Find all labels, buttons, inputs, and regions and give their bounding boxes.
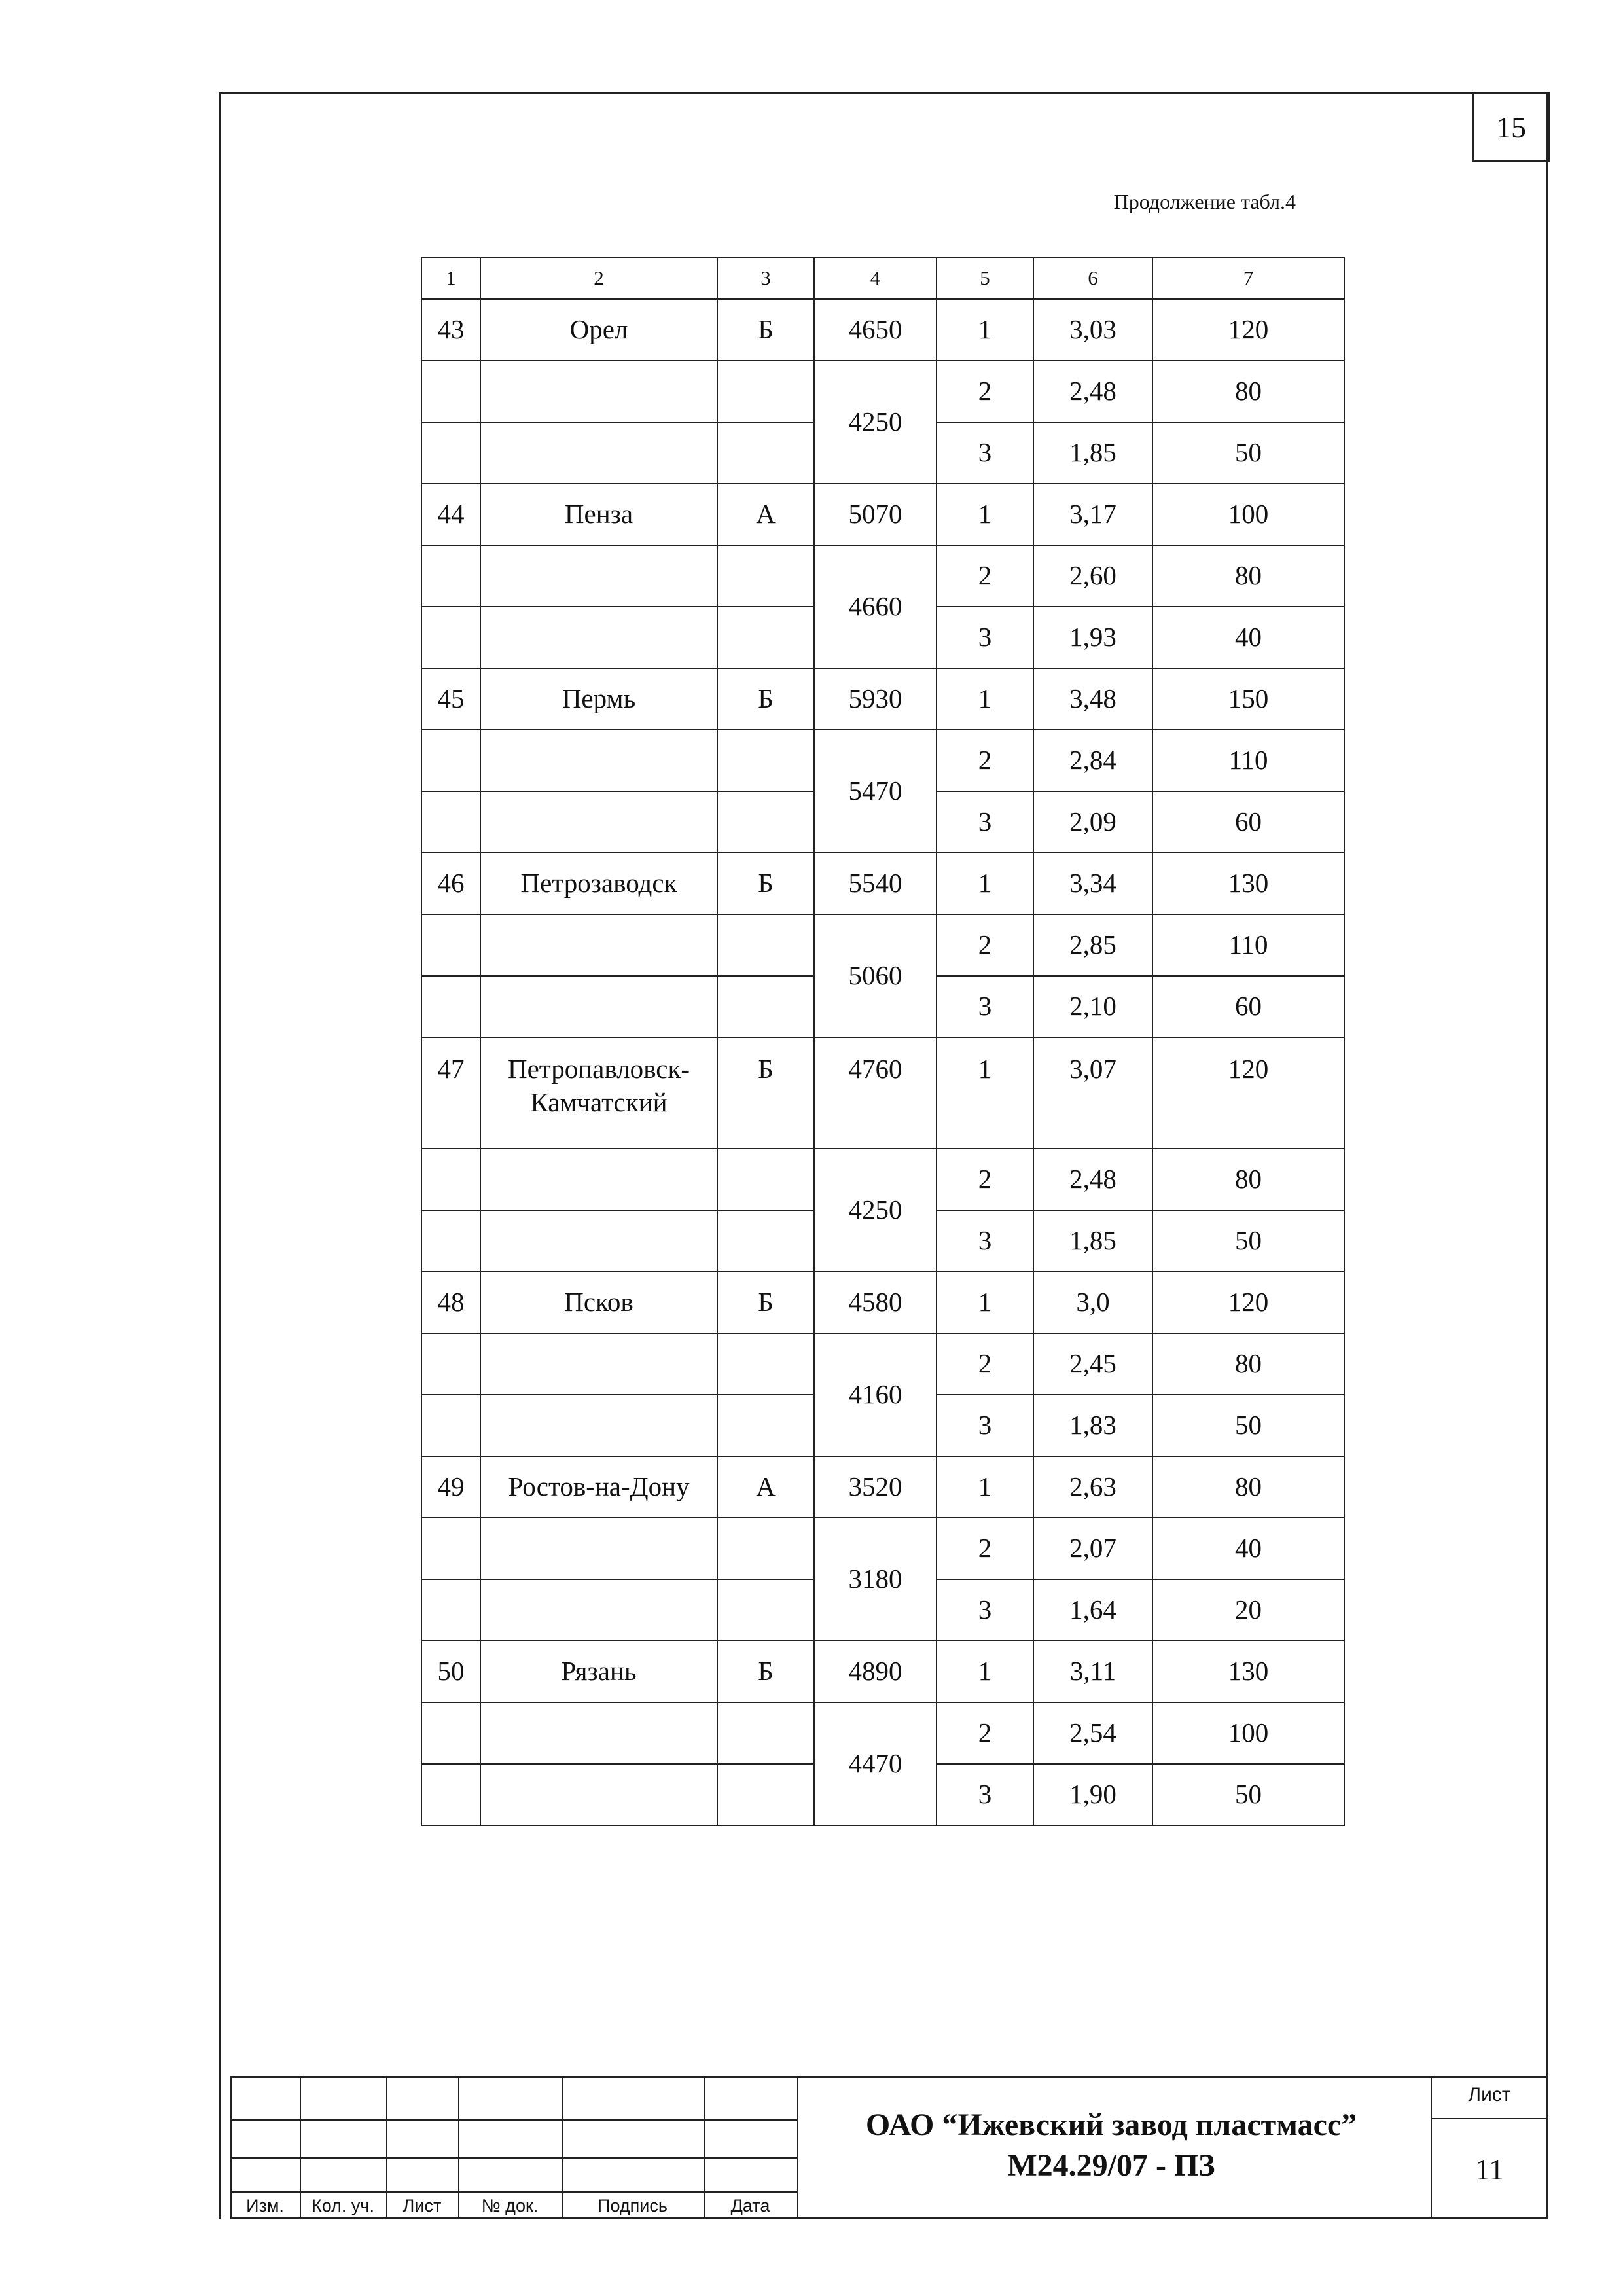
index-cell: 2	[936, 914, 1033, 976]
amount-cell: 120	[1152, 1037, 1344, 1149]
index-cell: 3	[936, 1579, 1033, 1641]
empty-cell	[421, 1702, 480, 1764]
table-row	[421, 1333, 1344, 1395]
empty-cell	[421, 361, 480, 422]
empty-cell	[480, 607, 717, 668]
empty-cell	[480, 791, 717, 853]
coefficient-cell: 2,10	[1033, 976, 1152, 1037]
amount-cell: 80	[1152, 1456, 1344, 1518]
table-header-row	[421, 257, 1344, 299]
coefficient-cell: 2,07	[1033, 1518, 1152, 1579]
index-cell: 1	[936, 1641, 1033, 1702]
city-name-cell: Псков	[480, 1272, 717, 1333]
empty-cell	[421, 1764, 480, 1825]
empty-cell	[717, 1579, 814, 1641]
stamp-label-doc-no: № док.	[481, 2196, 539, 2215]
empty-cell	[480, 1333, 717, 1395]
value-cell: 4250	[814, 361, 936, 484]
coefficient-cell: 2,54	[1033, 1702, 1152, 1764]
amount-cell: 120	[1152, 299, 1344, 361]
empty-cell	[421, 914, 480, 976]
row-number-cell: 44	[421, 484, 480, 545]
stamp-label-date: Дата	[730, 2196, 770, 2215]
city-name-cell: Орел	[480, 299, 717, 361]
index-cell: 2	[936, 361, 1033, 422]
table-row	[421, 1037, 1344, 1149]
zone-cell: Б	[717, 668, 814, 730]
coefficient-cell: 2,84	[1033, 730, 1152, 791]
empty-cell	[421, 422, 480, 484]
amount-cell: 100	[1152, 484, 1344, 545]
coefficient-cell: 2,63	[1033, 1456, 1152, 1518]
amount-cell: 130	[1152, 1641, 1344, 1702]
empty-cell	[421, 730, 480, 791]
coefficient-cell: 3,0	[1033, 1272, 1152, 1333]
amount-cell: 60	[1152, 791, 1344, 853]
zone-cell: А	[717, 484, 814, 545]
amount-cell: 50	[1152, 1210, 1344, 1272]
zone-cell: Б	[717, 1272, 814, 1333]
value-cell: 4470	[814, 1702, 936, 1825]
empty-cell	[421, 791, 480, 853]
table-row	[421, 1702, 1344, 1764]
empty-cell	[480, 1210, 717, 1272]
document-code: М24.29/07 - ПЗ	[1007, 2148, 1215, 2183]
empty-cell	[480, 422, 717, 484]
zone-cell: Б	[717, 853, 814, 914]
zone-cell: Б	[717, 1037, 814, 1149]
value-cell: 4250	[814, 1149, 936, 1272]
coefficient-cell: 1,85	[1033, 422, 1152, 484]
stamp-label-list: Лист	[402, 2196, 442, 2215]
coefficient-cell: 3,07	[1033, 1037, 1152, 1149]
table-row	[421, 853, 1344, 914]
empty-cell	[717, 730, 814, 791]
coefficient-cell: 2,48	[1033, 361, 1152, 422]
empty-cell	[717, 914, 814, 976]
coefficient-cell: 3,48	[1033, 668, 1152, 730]
zone-cell: А	[717, 1456, 814, 1518]
city-name-cell: Ростов-на-Дону	[480, 1456, 717, 1518]
amount-cell: 50	[1152, 1395, 1344, 1456]
index-cell: 1	[936, 853, 1033, 914]
stamp-row-line	[230, 2157, 797, 2159]
amount-cell: 110	[1152, 914, 1344, 976]
empty-cell	[421, 1518, 480, 1579]
row-number-cell: 48	[421, 1272, 480, 1333]
index-cell: 1	[936, 299, 1033, 361]
empty-cell	[480, 1518, 717, 1579]
empty-cell	[421, 1395, 480, 1456]
stamp-label-kol-uch: Кол. уч.	[312, 2196, 374, 2215]
empty-cell	[717, 545, 814, 607]
index-cell: 3	[936, 607, 1033, 668]
amount-cell: 110	[1152, 730, 1344, 791]
empty-cell	[480, 1702, 717, 1764]
amount-cell: 80	[1152, 1149, 1344, 1210]
value-cell: 4580	[814, 1272, 936, 1333]
header-cell: 6	[1033, 257, 1152, 299]
city-name-cell: Петрозаводск	[480, 853, 717, 914]
value-cell: 4760	[814, 1037, 936, 1149]
index-cell: 2	[936, 1333, 1033, 1395]
amount-cell: 80	[1152, 545, 1344, 607]
value-cell: 3520	[814, 1456, 936, 1518]
empty-cell	[717, 607, 814, 668]
row-number-cell: 46	[421, 853, 480, 914]
empty-cell	[717, 1210, 814, 1272]
index-cell: 3	[936, 422, 1033, 484]
coefficient-cell: 1,93	[1033, 607, 1152, 668]
coefficient-cell: 2,45	[1033, 1333, 1152, 1395]
zone-cell: Б	[717, 1641, 814, 1702]
data-table	[421, 257, 1345, 1826]
table-row	[421, 1518, 1344, 1579]
value-cell: 4660	[814, 545, 936, 668]
empty-cell	[480, 1149, 717, 1210]
amount-cell: 80	[1152, 1333, 1344, 1395]
city-name-line: Камчатский	[530, 1087, 668, 1118]
value-cell: 5470	[814, 730, 936, 853]
empty-cell	[717, 1518, 814, 1579]
empty-cell	[717, 1333, 814, 1395]
header-cell: 4	[814, 257, 936, 299]
index-cell: 2	[936, 1702, 1033, 1764]
table-row	[421, 1641, 1344, 1702]
coefficient-cell: 3,34	[1033, 853, 1152, 914]
empty-cell	[421, 1579, 480, 1641]
empty-cell	[717, 1702, 814, 1764]
city-name-cell: Пермь	[480, 668, 717, 730]
coefficient-cell: 1,85	[1033, 1210, 1152, 1272]
coefficient-cell: 1,90	[1033, 1764, 1152, 1825]
table-row	[421, 668, 1344, 730]
city-name-cell: Пенза	[480, 484, 717, 545]
table-row	[421, 299, 1344, 361]
amount-cell: 50	[1152, 1764, 1344, 1825]
table-caption: Продолжение табл.4	[1113, 190, 1296, 213]
coefficient-cell: 3,17	[1033, 484, 1152, 545]
stamp-label-izm: Изм.	[246, 2196, 284, 2215]
header-cell: 5	[936, 257, 1033, 299]
sheet-label: Лист	[1468, 2084, 1511, 2106]
empty-cell	[717, 1395, 814, 1456]
value-cell: 4160	[814, 1333, 936, 1456]
index-cell: 1	[936, 1272, 1033, 1333]
empty-cell	[480, 1579, 717, 1641]
empty-cell	[421, 976, 480, 1037]
index-cell: 2	[936, 1149, 1033, 1210]
coefficient-cell: 1,64	[1033, 1579, 1152, 1641]
coefficient-cell: 2,60	[1033, 545, 1152, 607]
empty-cell	[717, 422, 814, 484]
table-row	[421, 484, 1344, 545]
table-row	[421, 361, 1344, 422]
city-name-cell	[480, 1037, 717, 1149]
amount-cell: 40	[1152, 607, 1344, 668]
index-cell: 1	[936, 484, 1033, 545]
index-cell: 3	[936, 1395, 1033, 1456]
index-cell: 2	[936, 1518, 1033, 1579]
row-number-cell: 49	[421, 1456, 480, 1518]
empty-cell	[421, 545, 480, 607]
index-cell: 1	[936, 668, 1033, 730]
stamp-row-line	[1431, 2118, 1548, 2119]
empty-cell	[421, 1333, 480, 1395]
organization-title	[797, 2105, 1425, 2186]
amount-cell: 120	[1152, 1272, 1344, 1333]
row-number-cell: 45	[421, 668, 480, 730]
value-cell: 5930	[814, 668, 936, 730]
zone-cell: Б	[717, 299, 814, 361]
value-cell: 5070	[814, 484, 936, 545]
table-row	[421, 545, 1344, 607]
table-body	[421, 257, 1344, 1825]
sheet-number: 11	[1474, 2153, 1505, 2186]
amount-cell: 80	[1152, 361, 1344, 422]
coefficient-cell: 2,48	[1033, 1149, 1152, 1210]
coefficient-cell: 3,03	[1033, 299, 1152, 361]
empty-cell	[480, 1764, 717, 1825]
header-cell: 7	[1152, 257, 1344, 299]
index-cell: 2	[936, 545, 1033, 607]
value-cell: 5540	[814, 853, 936, 914]
index-cell: 3	[936, 1764, 1033, 1825]
empty-cell	[480, 976, 717, 1037]
value-cell: 4650	[814, 299, 936, 361]
empty-cell	[480, 730, 717, 791]
header-cell: 3	[717, 257, 814, 299]
index-cell: 3	[936, 976, 1033, 1037]
index-cell: 1	[936, 1037, 1033, 1149]
amount-cell: 20	[1152, 1579, 1344, 1641]
stamp-row-line	[230, 2119, 797, 2121]
coefficient-cell: 3,11	[1033, 1641, 1152, 1702]
row-number-cell: 50	[421, 1641, 480, 1702]
empty-cell	[421, 1210, 480, 1272]
index-cell: 3	[936, 791, 1033, 853]
index-cell: 3	[936, 1210, 1033, 1272]
amount-cell: 50	[1152, 422, 1344, 484]
index-cell: 2	[936, 730, 1033, 791]
table-row	[421, 1272, 1344, 1333]
coefficient-cell: 2,09	[1033, 791, 1152, 853]
value-cell: 3180	[814, 1518, 936, 1641]
empty-cell	[717, 1149, 814, 1210]
header-cell: 2	[480, 257, 717, 299]
empty-cell	[421, 607, 480, 668]
table-row	[421, 730, 1344, 791]
value-cell: 5060	[814, 914, 936, 1037]
table-row	[421, 914, 1344, 976]
amount-cell: 150	[1152, 668, 1344, 730]
organization-name: ОАО “Ижевский завод пластмасс”	[865, 2108, 1357, 2142]
amount-cell: 40	[1152, 1518, 1344, 1579]
header-cell: 1	[421, 257, 480, 299]
row-number-cell: 43	[421, 299, 480, 361]
empty-cell	[480, 545, 717, 607]
empty-cell	[480, 361, 717, 422]
amount-cell: 130	[1152, 853, 1344, 914]
city-name-cell: Рязань	[480, 1641, 717, 1702]
coefficient-cell: 2,85	[1033, 914, 1152, 976]
amount-cell: 100	[1152, 1702, 1344, 1764]
coefficient-cell: 1,83	[1033, 1395, 1152, 1456]
empty-cell	[480, 1395, 717, 1456]
page-number: 15	[1472, 92, 1550, 162]
city-name-line: Петропавловск-	[507, 1054, 690, 1084]
empty-cell	[421, 1149, 480, 1210]
value-cell: 4890	[814, 1641, 936, 1702]
amount-cell: 60	[1152, 976, 1344, 1037]
table-row	[421, 1149, 1344, 1210]
empty-cell	[717, 976, 814, 1037]
table-row	[421, 1456, 1344, 1518]
empty-cell	[480, 914, 717, 976]
stamp-label-signature: Подпись	[597, 2196, 668, 2215]
empty-cell	[717, 361, 814, 422]
row-number-cell: 47	[421, 1037, 480, 1149]
empty-cell	[717, 791, 814, 853]
index-cell: 1	[936, 1456, 1033, 1518]
empty-cell	[717, 1764, 814, 1825]
